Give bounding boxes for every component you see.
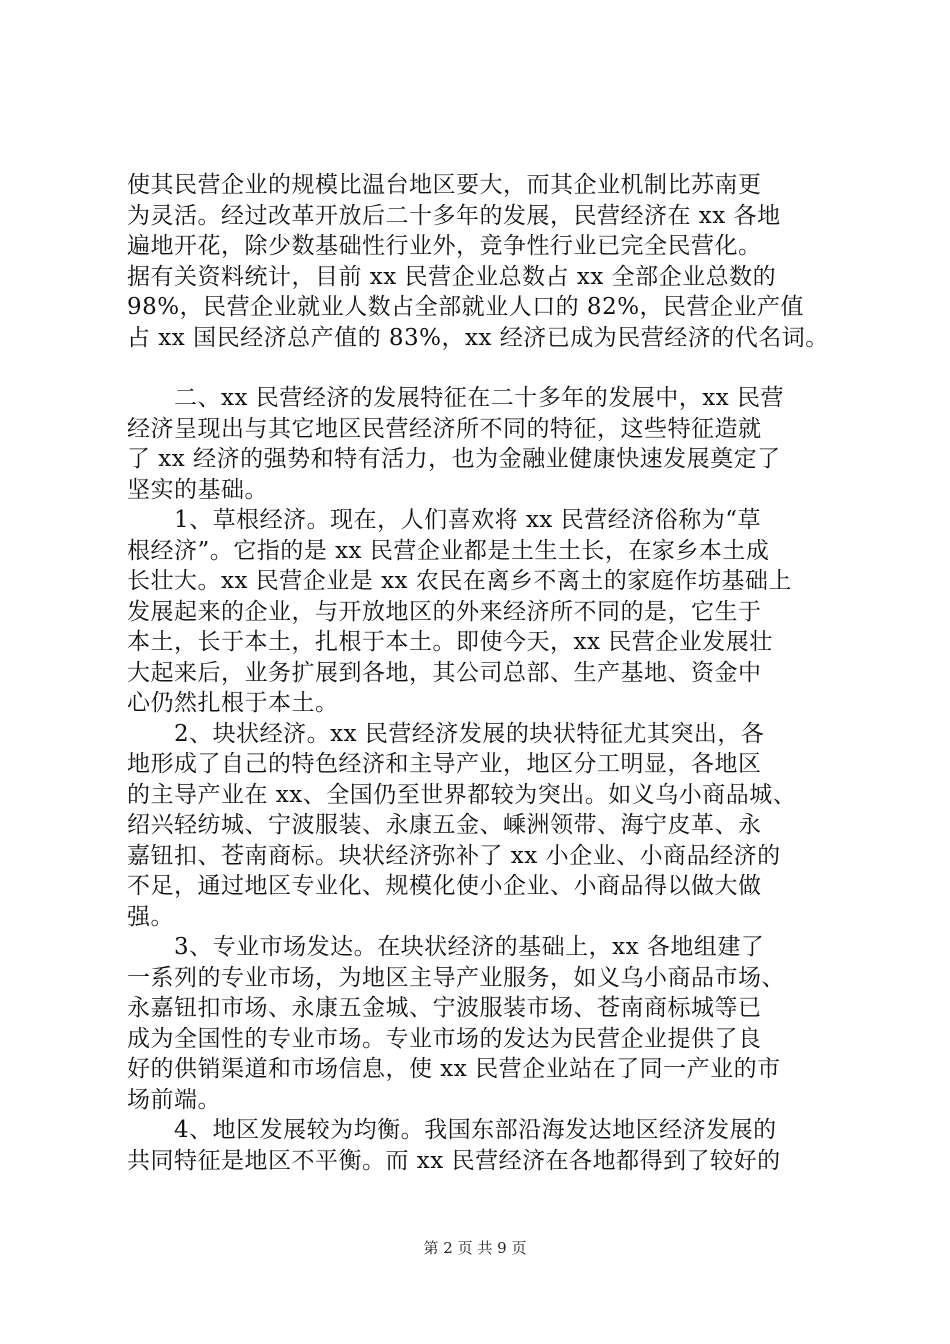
- text-line: 发展起来的企业，与开放地区的外来经济所不同的是，它生于: [127, 598, 762, 625]
- text-line: 为灵活。经过改革开放后二十多年的发展，民营经济在 xx 各地: [127, 202, 781, 229]
- text-line: 遍地开花，除少数基础性行业外，竞争性行业已完全民营化。: [127, 233, 762, 259]
- paragraph-balanced-development: [127, 1115, 827, 1176]
- text-line: 1、草根经济。现在，人们喜欢将 xx 民营经济俗称为“草: [127, 507, 761, 533]
- text-line: 了 xx 经济的强势和特有活力，也为金融业健康快速发展奠定了: [127, 446, 781, 472]
- text-line: 不足，通过地区专业化、规模化使小企业、小商品得以做大做: [127, 873, 762, 899]
- text-line: 使其民营企业的规模比温台地区要大，而其企业机制比苏南更: [127, 172, 762, 198]
- text-line: 的主导产业在 xx、全国仍至世界都较为突出。如义乌小商品城、: [127, 781, 797, 808]
- text-line: 经济呈现出与其它地区民营经济所不同的特征，这些特征造就: [127, 415, 762, 442]
- text-line: 二、xx 民营经济的发展特征在二十多年的发展中，xx 民营: [127, 385, 785, 411]
- paragraph-spacer: [127, 353, 827, 383]
- text-line: 98%，民营企业就业人数占全部就业人口的 82%，民营企业产值: [127, 294, 805, 320]
- paragraph-grassroots-economy: [127, 505, 827, 719]
- text-line: 共同特征是地区不平衡。而 xx 民营经济在各地都得到了较好的: [127, 1147, 781, 1174]
- text-line: 绍兴轻纺城、宁波服装、永康五金、嵊洲领带、海宁皮革、永: [127, 812, 762, 838]
- paragraph-specialized-markets: [127, 932, 827, 1115]
- text-line: 嘉钮扣、苍南商标。块状经济弥补了 xx 小企业、小商品经济的: [127, 842, 781, 869]
- paragraph-section-two-heading: [127, 383, 827, 505]
- text-line: 据有关资料统计，目前 xx 民营企业总数占 xx 全部企业总数的: [127, 263, 777, 290]
- text-line: 坚实的基础。: [127, 476, 268, 503]
- text-line: 地形成了自己的特色经济和主导产业，地区分工明显，各地区: [127, 751, 762, 777]
- paragraph-intro-continuation: [127, 170, 827, 353]
- text-line: 场前端。: [127, 1086, 221, 1113]
- text-line: 好的供销渠道和市场信息，使 xx 民营企业站在了同一产业的市: [127, 1056, 781, 1082]
- text-line: 占 xx 国民经济总产值的 83%，xx 经济已成为民营经济的代名词。: [127, 324, 829, 351]
- text-line: 长壮大。xx 民营企业是 xx 农民在离乡不离土的家庭作坊基础上: [127, 568, 792, 594]
- text-line: 永嘉钮扣市场、永康五金城、宁波服装市场、苍南商标城等已: [127, 995, 762, 1021]
- text-line: 2、块状经济。xx 民营经济发展的块状特征尤其突出，各: [127, 720, 765, 747]
- text-line: 一系列的专业市场，为地区主导产业服务，如义乌小商品市场、: [127, 964, 785, 991]
- text-line: 4、地区发展较为均衡。我国东部沿海发达地区经济发展的: [127, 1117, 777, 1143]
- text-line: 成为全国性的专业市场。专业市场的发达为民营企业提供了良: [127, 1025, 762, 1052]
- body-text: [127, 170, 827, 1176]
- page-number-footer: 第 2 页 共 9 页: [423, 1239, 527, 1257]
- text-line: 强。: [127, 903, 174, 930]
- text-line: 3、专业市场发达。在块状经济的基础上，xx 各地组建了: [127, 934, 765, 960]
- paragraph-block-economy: [127, 719, 827, 933]
- text-line: 大起来后，业务扩展到各地，其公司总部、生产基地、资金中: [127, 659, 762, 686]
- text-line: 根经济”。它指的是 xx 民营企业都是土生土长，在家乡本土成: [127, 537, 770, 564]
- text-line: 心仍然扎根于本土。: [127, 690, 339, 716]
- text-line: 本土，长于本土，扎根于本土。即使今天，xx 民营企业发展壮: [127, 629, 773, 655]
